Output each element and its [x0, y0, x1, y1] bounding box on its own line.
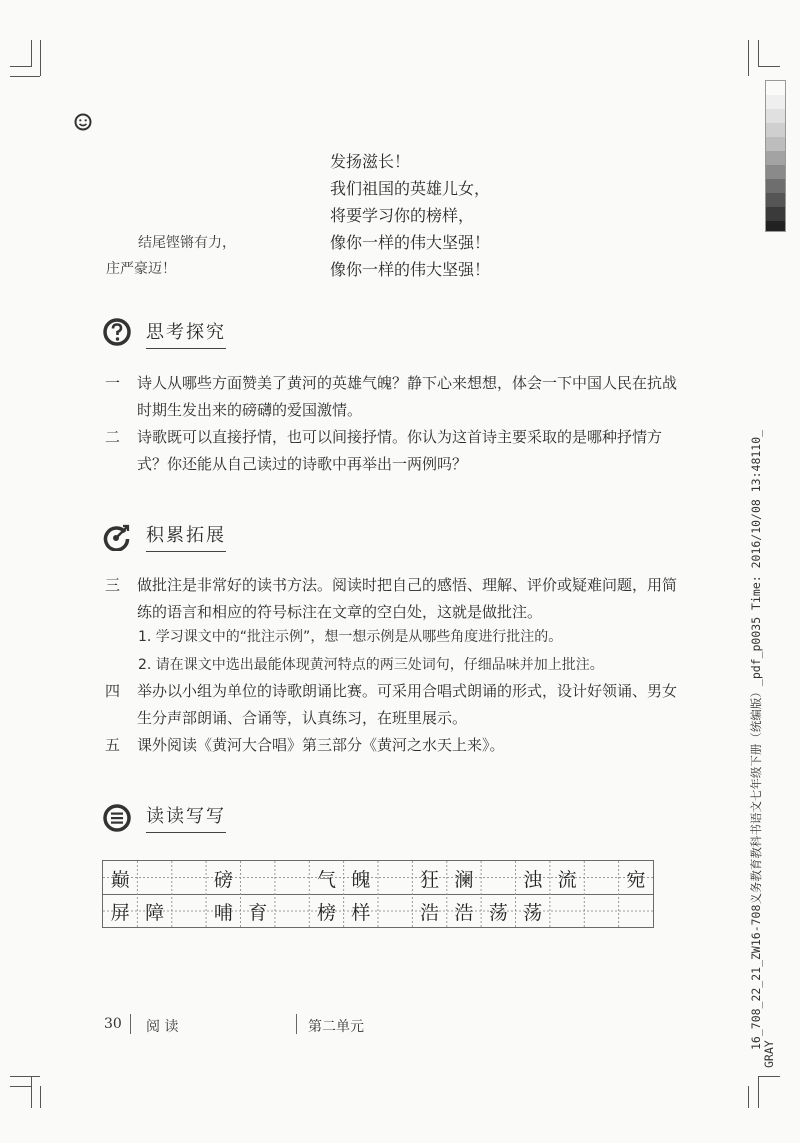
- footer-section: 阅 读: [146, 1019, 179, 1035]
- poem-line: 我们祖国的英雄儿女，: [330, 179, 491, 198]
- crop-mark: [748, 1086, 749, 1108]
- grid-cell: [275, 894, 310, 928]
- grid-cell: 气: [316, 868, 336, 891]
- question-item: [105, 424, 695, 478]
- grid-cell: 磅: [213, 868, 233, 891]
- gray-label: GRAY: [762, 1040, 776, 1068]
- print-info-text: 16_708_22_21_ZW16-708义务教育教科书语文七年级下册（统编版）_pdf_p0035 Time: 2016/10/08 13:48110_: [749, 429, 763, 1050]
- crop-mark: [40, 1086, 41, 1108]
- crop-mark: [758, 66, 780, 67]
- crop-mark: [31, 1076, 32, 1108]
- smiley-icon: [74, 113, 92, 131]
- grid-cell: 育: [248, 901, 268, 924]
- grid-cell: 狂: [420, 868, 440, 891]
- question-text: 举办以小组为单位的诗歌朗诵比赛。可采用合唱式朗诵的形式，设计好领诵、男女生分声部朗诵、合诵等，认真练习，在班里展示。: [137, 682, 678, 727]
- grid-cell: 流: [557, 868, 577, 891]
- sub-question: 1. 学习课文中的“批注示例”，想一想示例是从哪些角度进行批注的。: [138, 629, 563, 645]
- question-item: [105, 732, 695, 759]
- grid-cell: 荡: [523, 901, 543, 924]
- question-number: 四: [105, 682, 121, 700]
- footer-divider: [296, 1014, 297, 1034]
- question-number: 三: [105, 576, 121, 594]
- annotation-line: 结尾铿锵有力，: [138, 235, 236, 251]
- grid-cell: [550, 894, 585, 928]
- poem-line: 将要学习你的榜样，: [330, 206, 475, 225]
- question-item: [105, 572, 695, 626]
- section-title-extend: 积累拓展: [146, 521, 226, 552]
- grid-cell: 宛: [626, 868, 646, 891]
- grid-cell: [378, 861, 413, 895]
- page-number: 30: [104, 1016, 122, 1032]
- crop-mark: [758, 1076, 759, 1108]
- grid-cell: 样: [351, 901, 371, 924]
- annotation-line: 庄严豪迈！: [106, 261, 176, 277]
- grid-cell: 浩: [454, 901, 474, 924]
- crop-mark: [10, 66, 32, 67]
- crop-mark: [31, 40, 32, 66]
- question-text: 做批注是非常好的读书方法。阅读时把自己的感悟、理解、评价或疑难问题，用简练的语言和相应的符号标注在文章的空白处，这就是做批注。: [137, 576, 678, 621]
- grid-cell: 障: [145, 901, 165, 924]
- grid-cell: [584, 861, 619, 895]
- section-title-think: 思考探究: [146, 318, 226, 349]
- question-text: 诗歌既可以直接抒情，也可以间接抒情。你认为这首诗主要采取的是哪种抒情方式？你还能从自己读过的诗歌中再举出一两例吗？: [137, 428, 663, 473]
- question-text: 诗人从哪些方面赞美了黄河的英雄气魄？静下心来想想，体会一下中国人民在抗战时期生发出来的磅礴的爱国激情。: [137, 374, 678, 419]
- list-icon: [103, 804, 131, 832]
- target-arrow-icon: [103, 523, 131, 551]
- section-title-read-write: 读读写写: [146, 802, 226, 833]
- grid-cell: [584, 894, 619, 928]
- grid-cell: 榜: [316, 901, 336, 924]
- grid-cell: [172, 894, 207, 928]
- sub-question: 2. 请在课文中选出最能体现黄河特点的两三处词句，仔细品味并加上批注。: [138, 657, 604, 673]
- grid-cell: 巅: [110, 868, 130, 891]
- grid-cell: [137, 861, 172, 895]
- grid-cell: [275, 861, 310, 895]
- crop-mark: [758, 1076, 780, 1077]
- crop-mark: [10, 1086, 32, 1087]
- grid-cell: 荡: [488, 901, 508, 924]
- writing-grid: [102, 860, 654, 928]
- question-item: [105, 370, 695, 424]
- question-number: 一: [105, 374, 121, 392]
- gray-scale-strip: [765, 80, 786, 232]
- crop-mark: [748, 40, 749, 76]
- crop-mark: [10, 76, 40, 77]
- question-number: 二: [105, 428, 121, 446]
- grid-cell: 浩: [420, 901, 440, 924]
- grid-cell: 魄: [351, 868, 371, 891]
- question-number: 五: [105, 736, 121, 754]
- poem-line: 发扬滋长！: [330, 152, 411, 171]
- question-text: 课外阅读《黄河大合唱》第三部分《黄河之水天上来》。: [137, 736, 505, 754]
- grid-cell: 屏: [110, 901, 130, 924]
- grid-cell: [619, 894, 654, 928]
- footer-unit: 第二单元: [308, 1019, 364, 1035]
- question-icon: [103, 318, 131, 346]
- poem-line: 像你一样的伟大坚强！: [330, 233, 491, 252]
- grid-cell: [481, 861, 516, 895]
- grid-cell: 澜: [454, 868, 474, 891]
- grid-cell: [241, 861, 276, 895]
- grid-cell: 哺: [213, 901, 233, 924]
- poem-excerpt: [330, 148, 490, 283]
- crop-mark: [758, 40, 759, 66]
- footer-divider: [130, 1014, 131, 1034]
- grid-cell: 浊: [523, 868, 543, 891]
- crop-mark: [10, 1076, 40, 1077]
- grid-cell: [172, 861, 207, 895]
- grid-cell: [378, 894, 413, 928]
- question-item: [105, 678, 695, 732]
- crop-mark: [40, 40, 41, 76]
- poem-line: 像你一样的伟大坚强！: [330, 260, 491, 279]
